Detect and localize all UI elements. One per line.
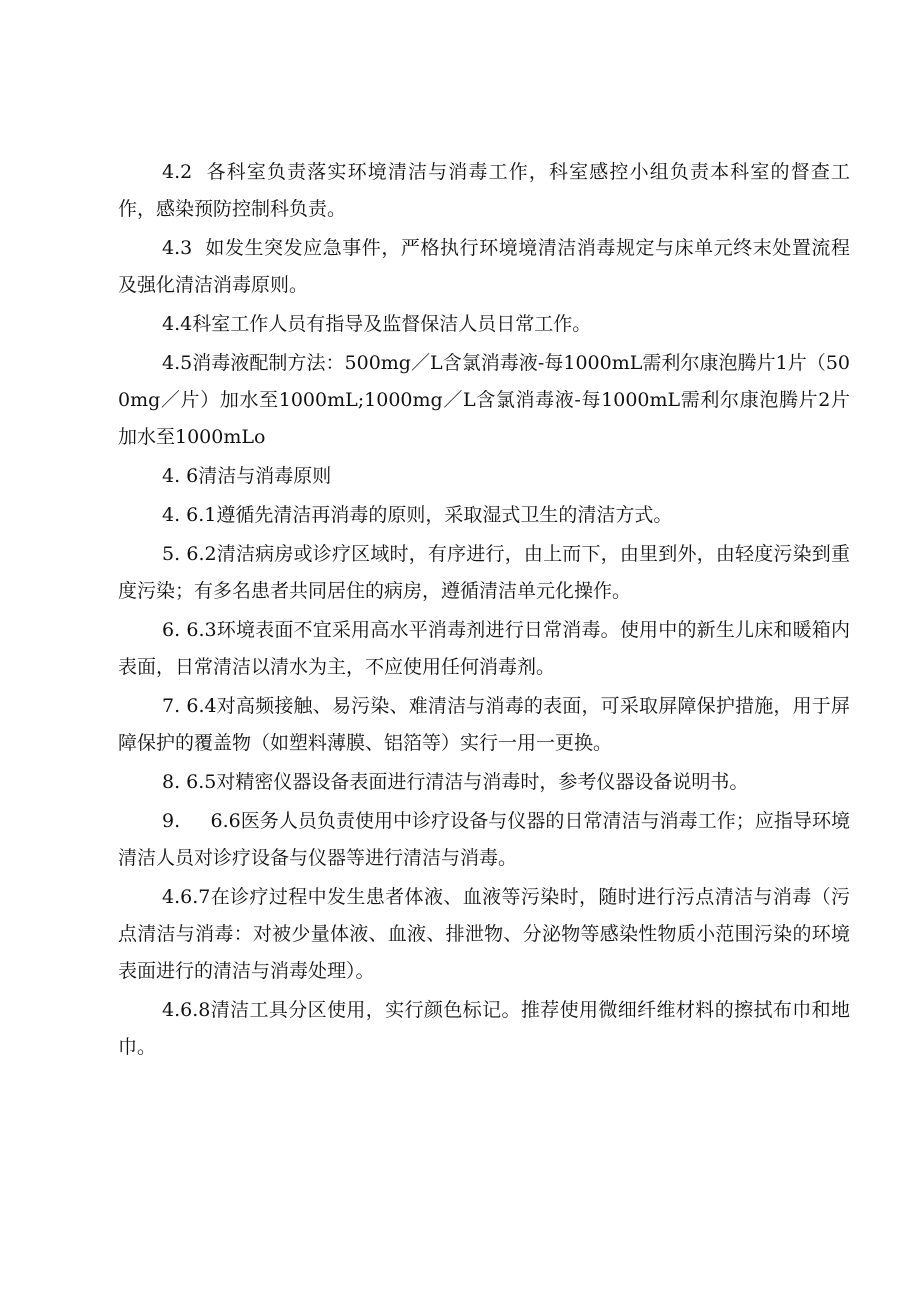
paragraph-4-3: 4.3 如发生突发应急事件，严格执行环境境清洁消毒规定与床单元终末处置流程及强化清洁消毒原则。 bbox=[118, 237, 850, 296]
paragraph-4-6-1: 4. 6.1遵循先清洁再消毒的原则，采取湿式卫生的清洁方式。 bbox=[162, 504, 673, 526]
paragraph-4-6-8: 4.6.8清洁工具分区使用，实行颜色标记。推荐使用微细纤维材料的擦拭布巾和地巾。 bbox=[118, 999, 850, 1058]
paragraph-4-6-5: 8. 6.5对精密仪器设备表面进行清洁与消毒时，参考仪器设备说明书。 bbox=[162, 771, 749, 793]
paragraph-4-6-6: 9. 6.6医务人员负责使用中诊疗设备与仪器的日常清洁与消毒工作；应指导环境清洁人员对诊疗设备与仪器等进行清洁与消毒。 bbox=[118, 810, 850, 869]
document-body bbox=[118, 154, 850, 1068]
paragraph-4-2: 4.2 各科室负责落实环境清洁与消毒工作，科室感控小组负责本科室的督查工作，感染预防控制科负责。 bbox=[118, 161, 850, 220]
paragraph-4-6-4: 7. 6.4对高频接触、易污染、难清洁与消毒的表面，可采取屏障保护措施，用于屏障保护的覆盖物（如塑料薄膜、铝箔等）实行一用一更换。 bbox=[118, 695, 850, 754]
paragraph-4-6-2: 5. 6.2清洁病房或诊疗区域时，有序进行，由上而下，由里到外，由轻度污染到重度污染；有多名患者共同居住的病房，遵循清洁单元化操作。 bbox=[118, 543, 850, 602]
paragraph-4-4: 4.4科室工作人员有指导及监督保洁人员日常工作。 bbox=[162, 313, 592, 335]
paragraph-4-5: 4.5消毒液配制方法：500mg／L含氯消毒液-每1000mL需利尔康泡腾片1片（500mg／片）加水至1000mL;1000mg／L含氯消毒液-每1000mL需利尔康泡腾片2片加水至1000mLo bbox=[118, 352, 850, 448]
paragraph-4-6: 4. 6清洁与消毒原则 bbox=[162, 465, 332, 487]
paragraph-4-6-7: 4.6.7在诊疗过程中发生患者体液、血液等污染时，随时进行污点清洁与消毒（污点清洁与消毒：对被少量体液、血液、排泄物、分泌物等感染性物质小范围污染的环境表面进行的清洁与消毒处理）。 bbox=[118, 886, 850, 982]
paragraph-4-6-3: 6. 6.3环境表面不宜采用高水平消毒剂进行日常消毒。使用中的新生儿床和暖箱内表面，日常清洁以清水为主，不应使用任何消毒剂。 bbox=[118, 619, 850, 678]
